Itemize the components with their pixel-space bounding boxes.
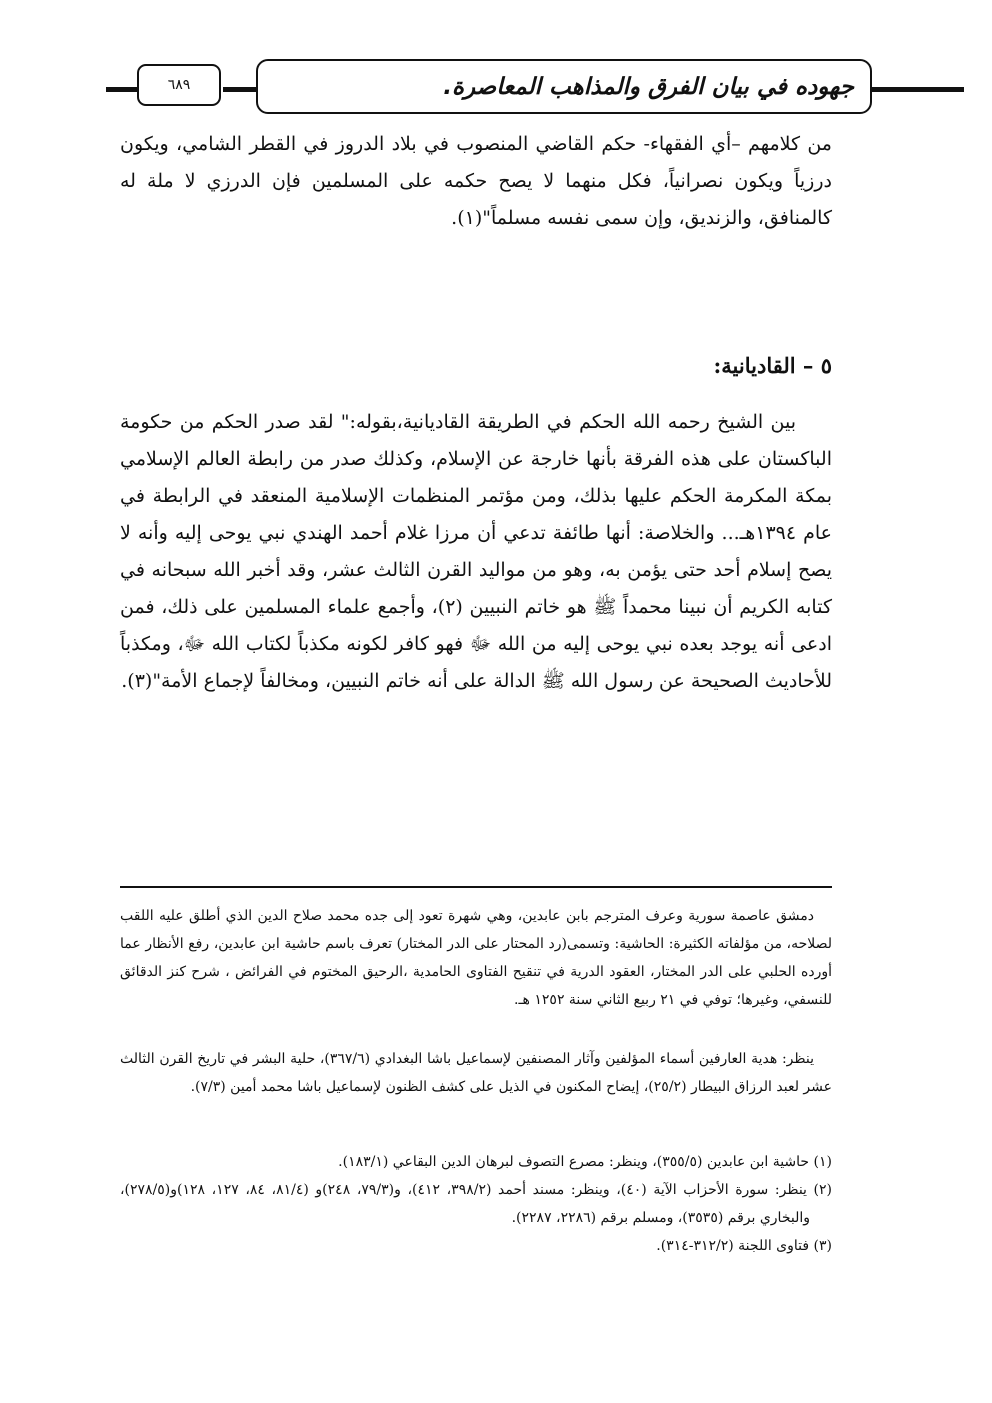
body-paragraph-2: بين الشيخ رحمه الله الحكم في الطريقة القاديانية،بقوله:" لقد صدر الحكم من حكومة الباكستان على هذه الفرقة بأنها خارجة عن الإسلام، وكذلك صدر من رابطة العالم الإسلامي بمكة المكرمة الحكم عليها بذلك، ومن مؤتمر المنظمات الإسلامية المنعقد في الرابطة في عام ١٣٩٤هـ... والخلاصة: أنها طائفة تدعي أن مرزا غلام أحمد الهندي نبي يوحى إليه وأنه لا يصح إسلام أحد حتى يؤمن به، وهو من مواليد القرن الثالث عشر، وقد أخبر الله سبحانه في كتابه الكريم أن نبينا محمداً ﷺ هو خاتم النبيين (٢)، وأجمع علماء المسلمين على ذلك، فمن ادعى أنه يوجد بعده نبي يوحى إليه من الله ﷻ فهو كافر لكونه مكذباً لكتاب الله ﷻ، ومكذباً للأحاديث الصحيحة عن رسول الله ﷺ الدالة على أنه خاتم النبيين، ومخالفاً لإجماع الأمة"(٣).	[120, 411, 832, 692]
footnote-separator	[120, 886, 832, 888]
page-number: ٦٨٩	[137, 64, 221, 106]
header-rule-left	[106, 87, 138, 92]
footnote-list	[120, 1148, 832, 1260]
header-rule-middle	[223, 87, 257, 92]
footnote-1: (١) حاشية ابن عابدين (٣٥٥/٥)، وينظر: مصرع التصوف لبرهان الدين البقاعي (١٨٣/١).	[338, 1154, 832, 1170]
body-paragraph-1: من كلامهم –أي الفقهاء- حكم القاضي المنصوب في بلاد الدروز في القطر الشامي، ويكون درزياً ويكون نصرانياً، فكل منهما لا يصح حكمه على المسلمين فإن الدرزي لا ملة له كالمنافق، والزنديق، وإن سمى نفسه مسلماً"(١).	[120, 133, 832, 229]
footnote-continuation-1: دمشق عاصمة سورية وعرف المترجم بابن عابدين، وهي شهرة تعود إلى جده محمد صلاح الدين الذي أطلق عليه اللقب لصلاحه، من مؤلفاته الكثيرة: الحاشية: وتسمى(رد المحتار على الدر المختار) تعرف باسم حاشية ابن عابدين، رفع الأنظار عما أورده الحلبي على الدر المختار، العقود الدرية في تنقيح الفتاوى الحامدية ،الرحيق المختوم في الفرائض ، شرح كنز الدقائق للنسفي، وغيرها؛ توفي في ٢١ ربيع الثاني سنة ١٢٥٢ هـ.	[120, 908, 832, 1008]
header-rule-right	[872, 87, 964, 92]
footnote-continuation-2: ينظر: هدية العارفين أسماء المؤلفين وآثار المصنفين لإسماعيل باشا البغدادي (٣٦٧/٦)، حلية البشر في تاريخ القرن الثالث عشر لعبد الرزاق البيطار (٢٥/٢)، إيضاح المكنون في الذيل على كشف الظنون لإسماعيل باشا محمد أمين (٧/٣).	[120, 1051, 832, 1095]
section-heading: ٥ – القاديانية:	[713, 353, 832, 378]
footnote-2: (٢) ينظر: سورة الأحزاب الآية (٤٠)، وينظر: مسند أحمد (٣٩٨/٢، ٤١٢)، و(٧٩/٣، ٢٤٨)و (٨١/٤، ٨٤، ١٢٧، ١٢٨)و(٢٧٨/٥)، والبخاري برقم (٣٥٣٥)، ومسلم برقم (٢٢٨٦، ٢٢٨٧).	[120, 1182, 833, 1226]
footnote-3: (٣) فتاوى اللجنة (٣١٢/٢-٣١٤).	[656, 1238, 832, 1254]
running-title: جهوده في بيان الفرق والمذاهب المعاصرة.	[256, 59, 872, 114]
